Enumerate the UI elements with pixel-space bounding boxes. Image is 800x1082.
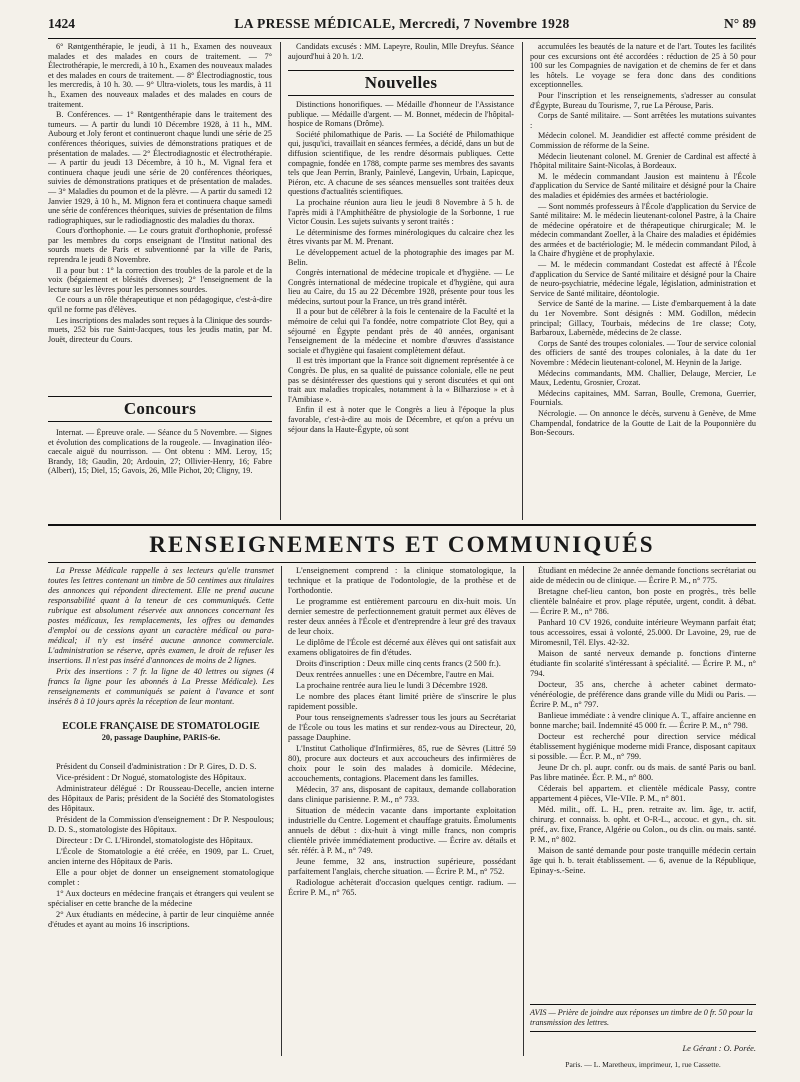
paragraph: Le développement actuel de la photographie des images par M. Belin. [288, 247, 514, 267]
paragraph: Elle a pour objet de donner un enseignement stomatologique complet : [48, 868, 274, 887]
paragraph: Médecins capitaines, MM. Sarran, Boulle, Cremona, Guerrier, Fournials. [530, 388, 756, 408]
paragraph: Internat. — Épreuve orale. — Séance du 5 Novembre. — Signes et évolution des complications de la rougeole. — Invagination iléo-caecale aiguë du nourrisson. — Ont obtenu : MM. Leroy, 15; Brandy, 18; Gaudin, 20; Ardouin, 27; Ollivier-Henry, 16; Fabre (Albert), 15; Diel, 15; Gavois, 26, Mlle Pichot, 20; Cligny, 19. [48, 428, 272, 476]
concours-text [48, 428, 272, 514]
paragraph: Le programme est entièrement parcouru en dix-huit mois. Un dernier semestre de perfectionnement gratuit permet aux élèves de rester deux années à l'École et d'entreprendre à leur gré des travaux de leur choix. [288, 597, 516, 636]
notice-text [48, 566, 274, 706]
column-5 [288, 566, 516, 1056]
column-divider [281, 566, 282, 1056]
paragraph: Président de la Commission d'enseignement : Dr P. Nespoulous; D. D. S., stomatologiste des Hôpitaux. [48, 815, 274, 834]
renseignements-heading: RENSEIGNEMENTS ET COMMUNIQUÉS [149, 532, 655, 557]
ecole-title: ÉCOLE FRANÇAISE DE STOMATOLOGIE [62, 722, 260, 732]
paragraph: Médecin lieutenant colonel. M. Grenier de Cardinal est affecté à l'hôpital militaire Saint-Nicolas, à Bordeaux. [530, 151, 756, 171]
paragraph: 6° Røntgenthérapie, le jeudi, à 11 h., Examen des nouveaux malades et des malades en cours de traitement. — 7° Électrothérapie, le mercredi, à 10 h., Examen des nouveaux malades et des malades en cours de traitement. — 8° Électrodiagnostic, tous les mercredis, à 10 h. 30. — 9° Ultra-violets, tous les mardis, à 11 h., Examen des nouveaux malades et des malades en cours de traitement. [48, 42, 272, 109]
paragraph: L'enseignement comprend : la clinique stomatologique, la technique et la pratique de l'odontologie, de la prothèse et de l'orthodontie. [288, 566, 516, 595]
publication-title: LA PRESSE MÉDICALE, Mercredi, 7 Novembre 1928 [234, 16, 570, 31]
paragraph: Docteur est recherché pour direction service médical établissement hygiénique moderne midi France, disposant capitaux si possible. — Écr. P. M., n° 799. [530, 732, 756, 761]
column-divider [280, 42, 281, 520]
paragraph: Administrateur délégué : Dr Rousseau-Decelle, ancien interne des Hôpitaux de Paris; président de la Société des Stomatologistes des Hôpitaux. [48, 784, 274, 813]
paragraph: Radiologue achèterait d'occasion quelques centigr. radium. — Écrire P. M., n° 765. [288, 878, 516, 897]
paragraph: Congrès international de médecine tropicale et d'hygiène. — Le Congrès international de médecine tropicale et d'hygiène, qui aura lieu au Caire, du 15 au 22 Décembre 1928, présente pour tous les médecins, surtout pour la France, un très grand intérêt. [288, 268, 514, 306]
paragraph: — M. le médecin commandant Costedat est affecté à l'École d'application du Service de Santé militaire et désigné pour la Chaire de neuro-psychiatrie, médecine légale, législation, administration et Service de Santé militaire, déontologie. [530, 260, 756, 298]
paragraph: 2° Aux étudiants en médecine, à partir de leur cinquième année d'études et ayant au moins 16 inscriptions. [48, 910, 274, 929]
paragraph: Directeur : Dr C. L'Hirondel, stomatologiste des Hôpitaux. [56, 836, 253, 845]
issue-number: N° 89 [723, 16, 756, 31]
paragraph: Il a pour but : 1° la correction des troubles de la parole et de la voix (bégaiement et blésités diverses); 2° l'enseignement de la lecture sur les lèvres pour les personnes sourdes. [48, 265, 272, 294]
paragraph: Nécrologie. — On annonce le décès, survenu à Genève, de Mme Champendal, fondatrice de la Goutte de Lait de la Pouponnière du Bon-Secours. [530, 408, 756, 438]
section-rule [48, 562, 756, 563]
paragraph: accumulées les beautés de la nature et de l'art. Toutes les facilités pour ces excursions ont été accordées : réduction de 25 à 50 pour 100 sur les Compagnies de navigation et de chemins de fer et dans les hôtels. Le voyage se fera donc dans des conditions exceptionnelles. [530, 42, 756, 90]
concours-heading: Concours [48, 396, 272, 422]
column-2 [288, 100, 514, 518]
paragraph: L'École de Stomatologie a été créée, en 1909, par L. Cruet, ancien interne des Hôpitaux de Paris. [48, 847, 274, 866]
paragraph: Pour tous renseignements s'adresser tous les jours au Secrétariat de l'École ou tous les matins et sur rendez-vous au Directeur, 20, passage Dauphine. [288, 713, 516, 742]
ecole-heading-block [48, 722, 274, 752]
paragraph: Deux rentrées annuelles : une en Décembre, l'autre en Mai. [296, 670, 495, 679]
paragraph: 1° Aux docteurs en médecine français et étrangers qui veulent se spécialiser en cette branche de la médecine [48, 889, 274, 908]
paragraph: Médecins commandants, MM. Challier, Delauge, Mercier, Le Maux, Ledentu, Grosnier, Crozat. [530, 368, 756, 388]
gerant-line: Le Gérant : O. Porée. [682, 1044, 756, 1053]
page-header [48, 14, 756, 36]
ecole-text [48, 762, 274, 1054]
paragraph: Il est très important que la France soit dignement représentée à ce Congrès. De plus, en sa qualité de puissance coloniale, elle ne peut pas se désintéresser des questions qui y seront discutées et qui ont trait aux maladies tropicales, notamment à la « Bilharziose » et à l'Amibiase ». [288, 356, 514, 404]
paragraph: Étudiant en médecine 2e année demande fonctions secrétariat ou aide de médecin ou de clinique. — Écrire P. M., n° 775. [530, 566, 756, 585]
paragraph: Méd. milit., off. L. H., pren. retraite av. lim. âge, tr. actif, chirurg. et connaiss. b. opht. et O-R-L., accouc. et gyn., ch. sit. préf., av. fixe, France, Algérie ou Colon., ou ds clin. ou mais. santé. P. M., n° 802. [530, 805, 756, 844]
paragraph: La prochaine réunion aura lieu le jeudi 8 Novembre à 5 h. de l'après midi à l'Amphithéâtre de physiologie de la Sorbonne, 1 rue Victor Cousin. Les sujets suivants y seront traités : [288, 197, 514, 227]
paragraph: Il a pour but de célébrer à la fois le centenaire de la Faculté et la mémoire de celui qui l'a fondée, notre compatriote Clot Bey, qui a séjourné en Égypte pendant près de 40 années, organisant l'enseignement de la médecine et nombre d'œuvres d'assistance sociale et d'hygiène qui fasaient complètement défaut. [288, 307, 514, 355]
ecole-address: 20, passage Dauphine, PARIS-6e. [101, 733, 221, 742]
column-3 [530, 42, 756, 520]
paragraph: Les inscriptions des malades sont reçues à la Clinique des sourds-muets, 252 bis rue Saint-Jacques, tous les jeudis matin, par M. Jouët, directeur du Cours. [48, 315, 272, 344]
paragraph: Maison de santé nerveux demande p. fonctions d'interne étudiante fin scolarité s'intéressant à spécialité. — Écrire P. M., n° 794. [530, 649, 756, 678]
paragraph: M. le médecin commandant Jausion est maintenu à l'École d'application du Service de Santé militaire et désigné pour la Chaire des maladies et épidémies des armées et bactériologie. [530, 171, 756, 200]
paragraph: La prochaine rentrée aura lieu le lundi 3 Décembre 1928. [296, 681, 488, 690]
paragraph: Service de Santé de la marine. — Liste d'embarquement à la date du 1er Novembre. Sont désignés : MM. Godillon, médecin principal; Gillacy, Tourbais, médecins de 1re classe; Coty, Barbaroux, Labernède, médecins de 2e classe. [530, 299, 756, 338]
column-divider [522, 42, 523, 520]
paragraph: Panhard 10 CV 1926, conduite intérieure Weymann parfait état; tous accessoires, essai à volonté, 25.000. Dr Lavoine, 29, rue de Miromesnil, Tél. Elys. 42-32. [530, 618, 756, 647]
paragraph: Candidats excusés : MM. Lapeyre, Roulin, Mlle Dreyfus. Séance aujourd'hui à 20 h. 1/2. [288, 42, 514, 61]
paragraph: Banlieue immédiate : à vendre clinique A. T., affaire ancienne en bonne marche; bail. Indemnité 45 000 fr. — Écrire P. M., n° 798. [530, 711, 756, 730]
header-rule [48, 38, 756, 39]
paragraph: Le diplôme de l'École est décerné aux élèves qui ont satisfait aux examens obligatoires de fin d'études. [288, 638, 516, 657]
paragraph: Bretagne chef-lieu canton, bon poste en progrès., très belle clientèle balnéaire et prov. plage réputée, urgent, condit. à débat. — Écrire P. M., n° 786. [530, 587, 756, 616]
avis-box: AVIS — Prière de joindre aux réponses un timbre de 0 fr. 50 pour la transmission des lettres. [530, 1004, 756, 1032]
paragraph: Corps de Santé des troupes coloniales. — Tour de service colonial des officiers de santé des troupes coloniales, à la date du 1er Novembre : Médecin lieutenant-colonel, M. Heynin de la Jarige. [530, 338, 756, 367]
paragraph: Médecin, 37 ans, disposant de capitaux, demande collaboration dans clinique parisienne. P. M., n° 733. [288, 785, 516, 804]
paragraph: B. Conférences. — 1° Røntgenthérapie dans le traitement des tumeurs. — A partir du lundi 10 Décembre 1928, à 11 h., MM. Aubourg et Joly feront et continueront chaque lundi une série de 25 conférences théoriques, suivies de démonstrations pratiques et de présentation de malades. — 2° Électrodiagnostic et électrothérapie. — A partir du jeudi 13 Décembre, à 10 h., M. Vignal fera et continuera chaque jeudi une série de 20 conférences théoriques, suivies de démonstrations pratiques et de présentation de malades. — 3° Maladies du poumon et de la plèvre. — A partir du samedi 12 Janvier 1929, à 10 h., M. Mignon fera et continuera chaque samedi une série de conférences théoriques, suivies de présentation de films radiographiques, sur le radiodiagnostic des maladies du thorax. [48, 110, 272, 225]
paragraph: La Presse Médicale rappelle à ses lecteurs qu'elle transmet toutes les lettres contenant un timbre de 50 centimes aux titulaires des annonces qui répondent directement. Elle ne prend aucune responsabilité quant à la teneur de ces communiqués. Cette rubrique est absolument réservée aux annonces concernant les postes médicaux, les remplacements, les offres ou demandes d'emploi ou de cessions ayant un caractère médical ou para-médical; il n'y est inséré aucune annonce commerciale. L'administration se réserve, après examen, le droit de refuser les insertions. Il n'est pas inséré d'annonces de moins de 2 lignes. [48, 566, 274, 665]
column-divider [523, 566, 524, 1056]
paragraph: Médecin colonel. M. Jeandidier est affecté comme président de Commission de réforme de la Seine. [530, 131, 756, 150]
paragraph: Vice-président : Dr Nogué, stomatologiste des Hôpitaux. [56, 773, 247, 782]
paragraph: Ce cours a un rôle thérapeutique et non pédagogique, c'est-à-dire qu'il ne forme pas d'élèves. [48, 295, 272, 315]
paragraph: Corps de Santé militaire. — Sont arrêtées les mutations suivantes : [530, 111, 756, 130]
paragraph: Situation de médecin vacante dans importante exploitation industrielle du Centre. Logement et chauffage gratuits. Émoluments annuels de début : dix-huit à vingt mille francs, non compris clientèle privée immédiatement productive. — Écrire av. détails et sér. référ. à P. M., n° 749. [288, 806, 516, 855]
paragraph: Docteur, 35 ans, cherche à acheter cabinet dermato-vénéréologie, de préférence dans grande ville du Midi ou Paris. — Écrire P. M., n° 797. [530, 680, 756, 709]
paragraph: Jeune Dr ch. pl. aupr. confr. ou ds mais. de santé Paris ou banl. Pas libre matinée. Écr. P. M., n° 800. [530, 763, 756, 782]
paragraph: Enfin il est à noter que le Congrès a lieu à l'époque la plus favorable, c'est-à-dire au mois de Décembre, et qu'on a prévu un séjour dans la Haute-Égypte, où sont [288, 405, 514, 434]
paragraph: Société philomathique de Paris. — La Société de Philomathique qui, jusqu'ici, travaillait en séances fermées, a décidé, dans un but de diffusion scientifique, de les rendre désormais publiques. Cette compagnie, fondée en 1788, compte parme ses membres des savants tels que Jean Perrin, Branly, Painlevé, Langevin, Urbain, Lapicque, Piéron, etc. A chacune de ses séances mensuelles sont traitées deux questions d'actualités scientifiques. [288, 129, 514, 197]
page-number: 1424 [48, 16, 75, 31]
paragraph: Maison de santé demande pour poste tranquille médecin certain âge qui h. b. terait établissement. — 6, avenue de la République, Epinay-s.-Seine. [530, 846, 756, 875]
column-2-top [288, 42, 514, 64]
paragraph: L'Institut Catholique d'Infirmières, 85, rue de Sèvres (Littré 59 80), procure aux docteurs et aux accoucheurs des infirmières de choix pour le soin des malades à domicile. Médecine, accouchements, contagions. Placement dans les familles. [288, 744, 516, 783]
paragraph: Le nombre des places étant limité prière de s'inscrire le plus rapidement possible. [288, 692, 516, 711]
nouvelles-heading: Nouvelles [288, 70, 514, 96]
paragraph: Cours d'orthophonie. — Le cours gratuit d'orthophonie, professé par les membres du corps enseignant de l'Institut national des sourds muets de Paris et subventionné par la ville de Paris, reprendra le jeudi 8 Novembre. [48, 226, 272, 265]
paragraph: Prix des insertions : 7 fr. la ligne de 40 lettres ou signes (4 francs la ligne pour les abonnés à La Presse Médicale). Les renseignements et communiqués se paient à l'avance et sont insérés 8 à 10 jours après la réception de leur montant. [48, 667, 274, 706]
paragraph: Le déterminisme des formes minérologiques du calcaire chez les êtres vivants par M. M. Prenant. [288, 227, 514, 247]
column-6 [530, 566, 756, 998]
paragraph: Jeune femme, 32 ans, instruction supérieure, possédant parfaitement l'anglais, cherche situation. — Écrire P. M., n° 752. [288, 857, 516, 876]
paragraph: Droits d'inscription : Deux mille cinq cents francs (2 500 fr.). [296, 659, 501, 668]
paragraph: Distinctions honorifiques. — Médaille d'honneur de l'Assistance publique. — Médaille d'argent. — M. Bonnet, médecin de l'hôpital-hospice de Romans (Drôme). [288, 100, 514, 129]
paragraph: — Sont nommés professeurs à l'École d'application du Service de Santé militaire: M. le médecin lieutenant-colonel Pastre, à la Chaire de médecine opératoire et de thérapeutique chirurgicale; M. le médecin commandant Zoeller, à la Chaire des maladies et épidémies des armées et de bactériologie; M. le médecin commandant Pilod, à la Chaire d'hygiène et de prophylaxie. [530, 201, 756, 259]
section-rule [48, 524, 756, 526]
column-1 [48, 42, 272, 378]
printer-line: Paris. — L. Maretheux, imprimeur, 1, rue Cassette. [565, 1060, 721, 1069]
paragraph: Céderais bel appartem. et clientèle médicale Passy, contre appartement 4 pièces, VIe-VIIe. P. M., n° 801. [530, 784, 756, 803]
paragraph: Pour l'inscription et les renseignements, s'adresser au consulat d'Égypte, Bureau du Tourisme, 7, rue La Pérouse, Paris. [530, 90, 756, 110]
paragraph: Président du Conseil d'administration : Dr P. Gires, D. D. S. [56, 762, 257, 771]
